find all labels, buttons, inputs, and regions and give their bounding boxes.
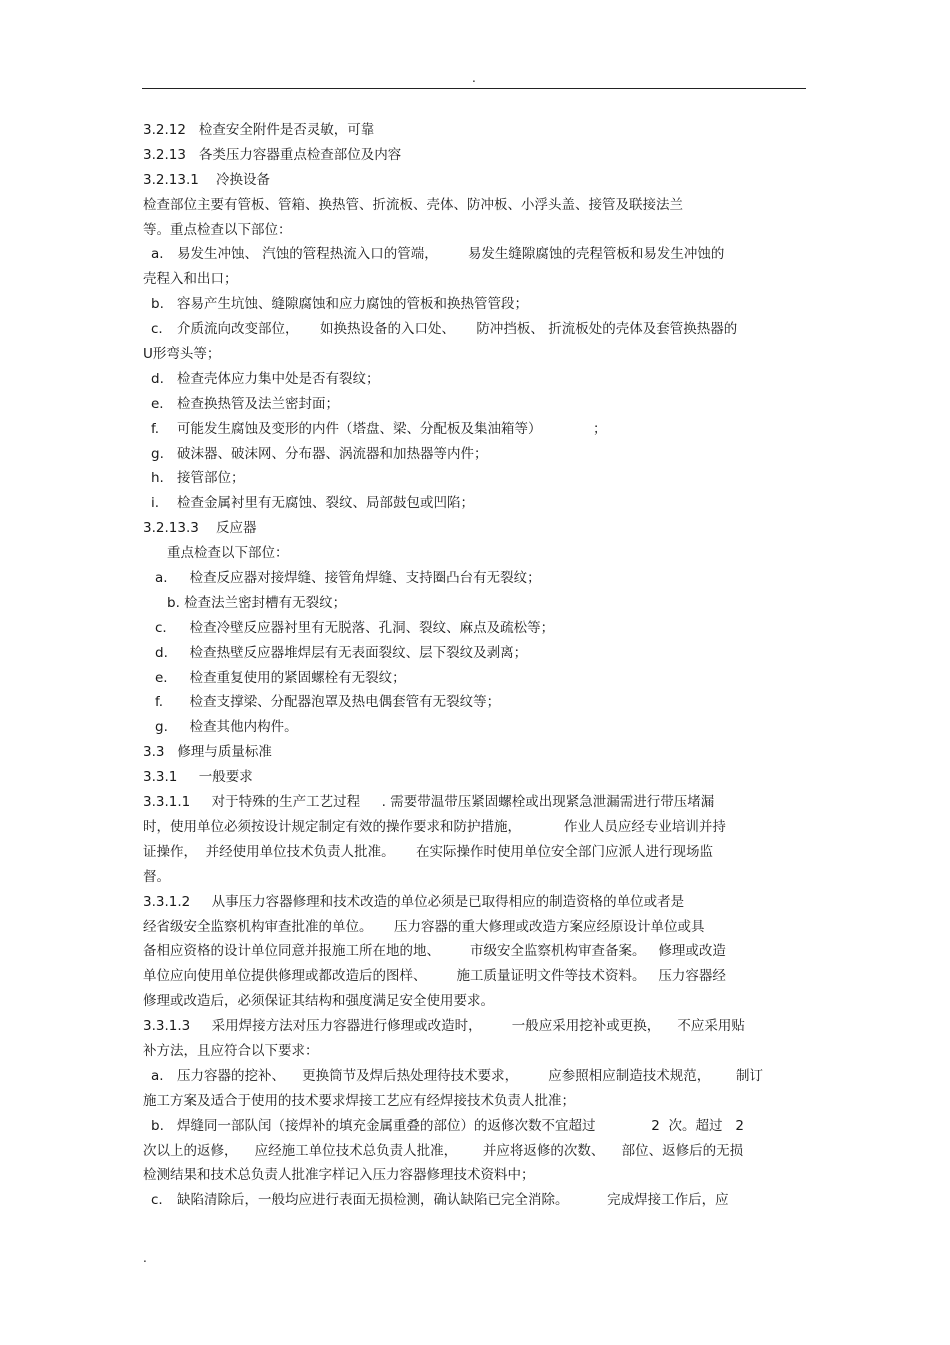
line-text: 施工方案及适合于使用的技术要求焊接工艺应有经焊接技术负责人批准；	[143, 1092, 575, 1109]
list-label: g.	[151, 445, 164, 462]
text-line	[143, 616, 808, 641]
text-line	[143, 964, 808, 989]
text-line	[143, 442, 808, 467]
text-line	[143, 292, 808, 317]
line-text: 压力容器的挖补、 更换筒节及焊后热处理待技术要求， 应参照相应制造技术规范， 制订	[177, 1067, 763, 1084]
line-text: 检查金属衬里有无腐蚀、裂纹、局部鼓包或凹陷；	[177, 495, 474, 512]
line-text: 次以上的返修， 应经施工单位技术总负责人批准， 并应将返修的次数、 部位、返修后的无损	[143, 1142, 744, 1159]
text-line	[143, 890, 808, 915]
text-line	[143, 591, 808, 616]
line-text: 壳程入和出口；	[143, 271, 238, 288]
text-line	[143, 690, 808, 715]
text-line	[143, 666, 808, 691]
line-text: 3.3.1.1 对于特殊的生产工艺过程 . 需要带温带压紧固螺栓或出现紧急泄漏需进行带压堵漏	[143, 794, 715, 811]
text-line	[143, 939, 808, 964]
text-line	[143, 466, 808, 491]
line-text: 检查部位主要有管板、管箱、换热管、折流板、壳体、防冲板、小浮头盖、接管及联接法兰	[143, 196, 683, 213]
list-label: a.	[155, 570, 168, 587]
text-line	[143, 516, 808, 541]
line-text: 补方法，且应符合以下要求：	[143, 1042, 319, 1059]
line-text: 检查其他内构件。	[181, 719, 298, 736]
line-text: 检查重复使用的紧固螺栓有无裂纹；	[181, 669, 406, 686]
line-text: 检测结果和技术总负责人批准字样记入压力容器修理技术资料中；	[143, 1167, 535, 1184]
header-mark: .	[472, 71, 476, 85]
line-text: 接管部位；	[177, 470, 245, 487]
line-text: 缺陷清除后，一般均应进行表面无损检测，确认缺陷已完全消除。 完成焊接工作后，应	[177, 1192, 729, 1209]
line-text: b. 检查法兰密封槽有无裂纹；	[167, 594, 347, 611]
line-text: 检查热壁反应器堆焊层有无表面裂纹、层下裂纹及剥离；	[181, 644, 528, 661]
line-text: 重点检查以下部位：	[167, 545, 289, 562]
list-label: a.	[151, 1067, 164, 1084]
list-label: i.	[151, 495, 160, 512]
list-label: e.	[151, 395, 164, 412]
line-text: 3.3.1.2 从事压力容器修理和技术改造的单位必须是已取得相应的制造资格的单位或者是	[143, 893, 685, 910]
text-line	[143, 267, 808, 292]
text-line	[143, 915, 808, 940]
line-text: 3.3.1.3 采用焊接方法对压力容器进行修理或改造时， 一般应采用挖补或更换， 不应采用贴	[143, 1018, 745, 1035]
line-text: 易发生冲蚀、 汽蚀的管程热流入口的管端， 易发生缝隙腐蚀的壳程管板和易发生冲蚀的	[177, 246, 725, 263]
line-text: 检查支撑梁、分配器泡罩及热电偶套管有无裂纹等；	[181, 694, 501, 711]
line-text: 破沫器、破沫网、分布器、涡流器和加热器等内件；	[177, 445, 488, 462]
text-line	[143, 193, 808, 218]
line-text: 容易产生坑蚀、缝隙腐蚀和应力腐蚀的管板和换热管管段；	[177, 296, 528, 313]
text-line	[143, 118, 808, 143]
line-text: 备相应资格的设计单位同意并报施工所在地的地、 市级安全监察机构审查备案。 修理或改造	[143, 943, 726, 960]
list-label: c.	[151, 321, 163, 338]
line-text: 介质流向改变部位， 如换热设备的入口处、 防冲挡板、 折流板处的壳体及套管换热器的	[177, 321, 738, 338]
text-line	[143, 715, 808, 740]
text-line	[143, 840, 808, 865]
text-line	[143, 1163, 808, 1188]
text-line	[143, 815, 808, 840]
text-line	[143, 168, 808, 193]
list-label: b.	[151, 296, 164, 313]
line-text: 时，使用单位必须按设计规定制定有效的操作要求和防护措施， 作业人员应经专业培训并持	[143, 818, 726, 835]
text-line	[143, 740, 808, 765]
text-line	[143, 218, 808, 243]
line-text: 3.2.13.3 反应器	[143, 520, 257, 537]
line-text: 检查壳体应力集中处是否有裂纹；	[177, 370, 380, 387]
line-text: 可能发生腐蚀及变形的内件（塔盘、梁、分配板及集油箱等） ；	[177, 420, 607, 437]
document-body	[143, 118, 808, 1213]
text-line	[143, 1064, 808, 1089]
text-line	[143, 143, 808, 168]
text-line	[143, 790, 808, 815]
text-line	[143, 765, 808, 790]
text-line	[143, 865, 808, 890]
line-text: U形弯头等；	[143, 346, 221, 363]
list-label: d.	[155, 644, 168, 661]
line-text: 等。重点检查以下部位：	[143, 221, 292, 238]
line-text: 督。	[143, 868, 170, 885]
list-label: f.	[151, 420, 160, 437]
text-line	[143, 392, 808, 417]
list-label: h.	[151, 470, 164, 487]
text-line	[143, 1014, 808, 1039]
text-line	[143, 1039, 808, 1064]
text-line	[143, 1139, 808, 1164]
line-text: 检查换热管及法兰密封面；	[177, 395, 339, 412]
text-line	[143, 242, 808, 267]
line-text: 证操作， 并经使用单位技术负责人批准。 在实际操作时使用单位安全部门应派人进行现场监	[143, 843, 714, 860]
line-text: 3.3 修理与质量标准	[143, 744, 272, 761]
text-line	[143, 566, 808, 591]
text-line	[143, 1188, 808, 1213]
list-label: f.	[155, 694, 164, 711]
list-label: c.	[155, 619, 167, 636]
text-line	[143, 317, 808, 342]
list-label: e.	[155, 669, 168, 686]
text-line	[143, 491, 808, 516]
text-line	[143, 1089, 808, 1114]
text-line	[143, 342, 808, 367]
text-line	[143, 541, 808, 566]
list-label: c.	[151, 1192, 163, 1209]
text-line	[143, 417, 808, 442]
text-line	[143, 1114, 808, 1139]
line-text: 检查冷壁反应器衬里有无脱落、孔洞、裂纹、麻点及疏松等；	[181, 619, 555, 636]
line-text: 检查反应器对接焊缝、接管角焊缝、支持圈凸台有无裂纹；	[181, 570, 541, 587]
header-rule	[142, 88, 806, 89]
line-text: 3.2.13.1 冷换设备	[143, 171, 270, 188]
list-label: b.	[151, 1117, 164, 1134]
line-text: 修理或改造后，必须保证其结构和强度满足安全使用要求。	[143, 993, 494, 1010]
line-text: 3.3.1 一般要求	[143, 769, 253, 786]
list-label: d.	[151, 370, 164, 387]
footer-mark: .	[143, 1251, 147, 1265]
line-text: 经省级安全监察机构审查批准的单位。 压力容器的重大修理或改造方案应经原设计单位或具	[143, 918, 705, 935]
line-text: 单位应向使用单位提供修理或都改造后的图样、 施工质量证明文件等技术资料。 压力容器经	[143, 968, 726, 985]
line-text: 焊缝同一部队闰（接焊补的填充金属重叠的部位）的返修次数不宜超过 2 次。超过 2	[177, 1117, 744, 1134]
text-line	[143, 989, 808, 1014]
text-line	[143, 367, 808, 392]
list-label: a.	[151, 246, 164, 263]
line-text: 3.2.13 各类压力容器重点检查部位及内容	[143, 146, 402, 163]
text-line	[143, 641, 808, 666]
list-label: g.	[155, 719, 168, 736]
line-text: 3.2.12 检查安全附件是否灵敏，可靠	[143, 122, 375, 138]
